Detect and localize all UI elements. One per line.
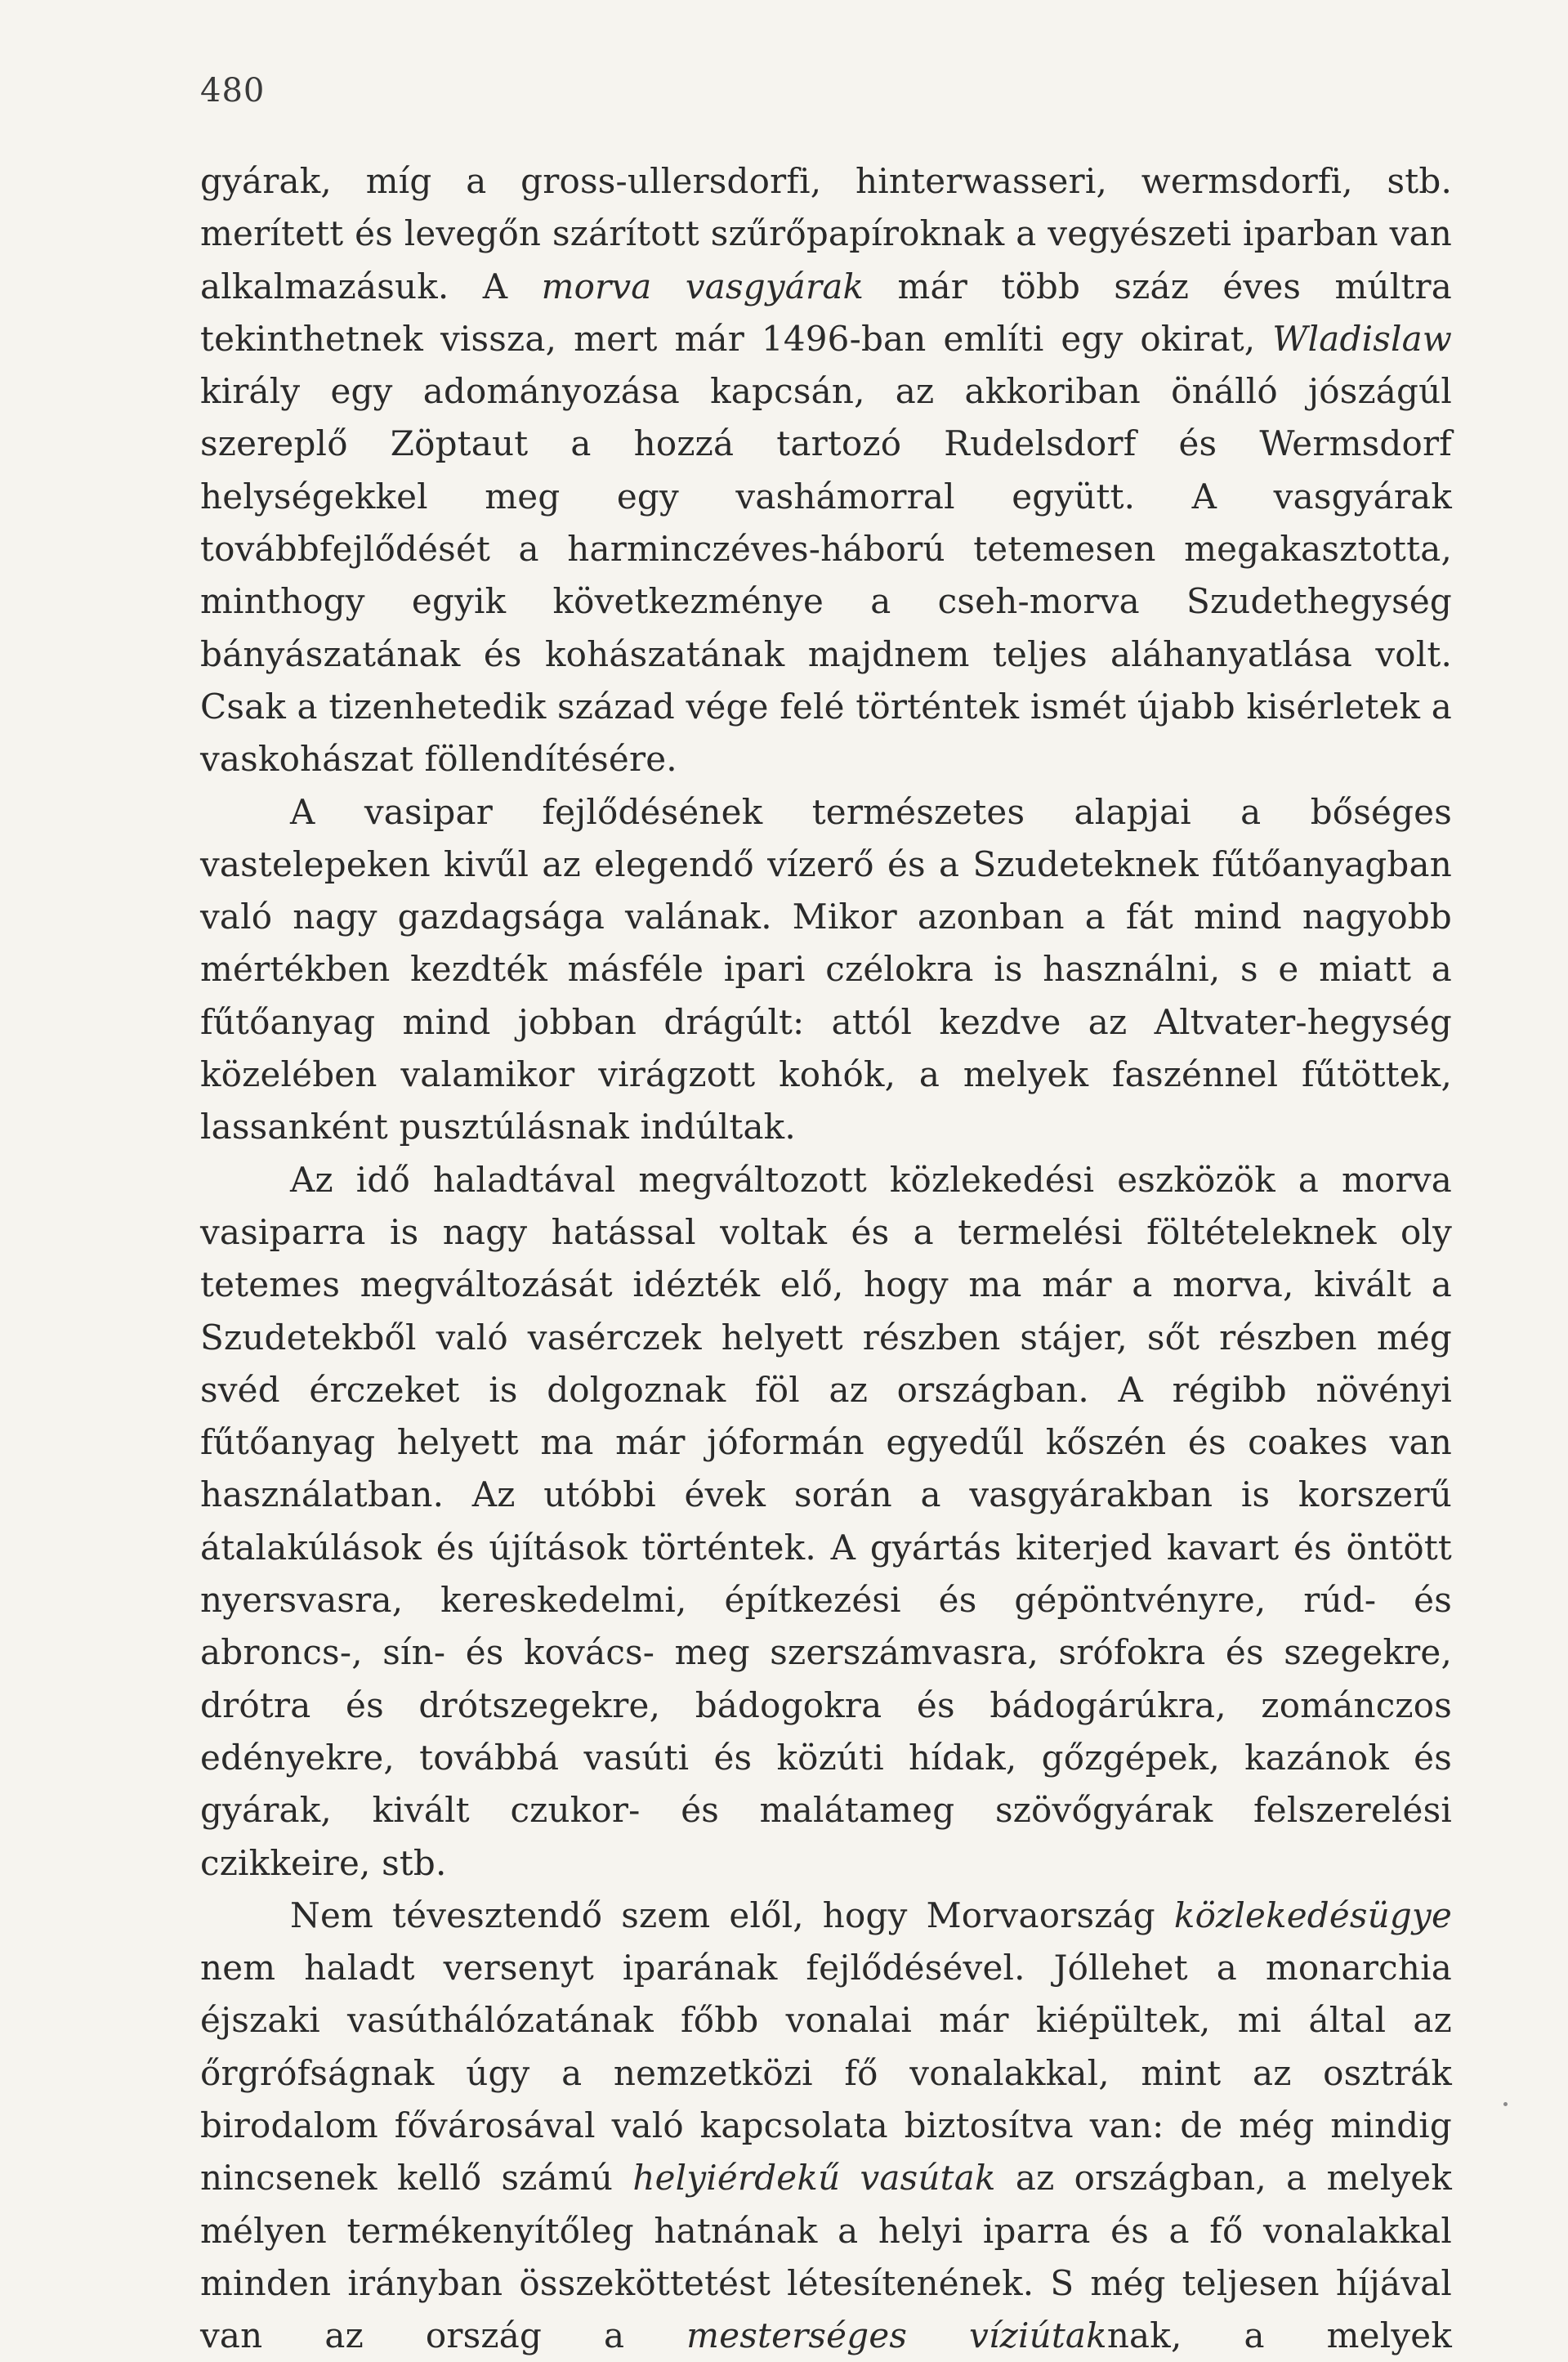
paragraph-3: Az idő haladtával megváltozott közlekedési eszközök a morva vasiparra is nagy hatással voltak és a termelési föltételeknek oly tetemes megváltozását idézték elő, hogy ma már a morva, kivált a Szudetekből való vasérczek helyett részben stájer, sőt részben még svéd érczeket is dolgoznak föl az országban. A régibb növényi fűtőanyag helyett ma már jóformán egyedűl kőszén és coakes van használatban. Az utóbbi évek során a vasgyárakban is korszerű átalakúlások és újítások történtek. A gyártás kiterjed kavart és öntött nyersvasra, kereskedelmi, építkezési és gépöntvényre, rúd- és abroncs-, sín- és kovács- meg szerszámvasra, srófokra és szegekre, drótra és drótszegekre, bádogokra és bádogárúkra, zománczos edényekre, továbbá vasúti és közúti hídak, gőzgépek, kazánok és gyárak, kivált czukor- és malátameg szövőgyárak felszerelési czikkeire, stb. — [200, 1159, 1452, 1883]
paragraph-1-text-c: király egy adományozása kapcsán, az akkoriban önálló jószágúl szereplő Zöptaut a hozzá tartozó Rudelsdorf és Wermsdorf helységekkel meg egy vashámorral együtt. A vasgyárak továbbfejlődését a harminczéves-háború tetemesen megakasztotta, minthogy egyik következménye a cseh-morva Szudethegység bányászatának és kohászatának majdnem teljes aláhanyatlása volt. Csak a tizenhetedik század vége felé történtek ismét újabb kisérletek a vaskohászat föllendítésére. — [200, 371, 1452, 780]
paragraph-2: A vasipar fejlődésének természetes alapjai a bőséges vastelepeken kivűl az elegendő vízerő és a Szudeteknek fűtőanyagban való nagy gazdagsága valának. Mikor azonban a fát mind nagyobb mértékben kezdték másféle ipari czélokra is használni, s e miatt a fűtőanyag mind jobban drágúlt: attól kezdve az Altvater-hegység közelében valamikor virágzott kohók, a melyek faszénnel fűtöttek, lassanként pusztúlásnak indúltak. — [200, 791, 1452, 1147]
paragraph-4 — [200, 1890, 1452, 2362]
paper-speck — [1503, 2102, 1508, 2106]
paragraph-4-text-a: Nem tévesztendő szem elől, hogy Morvaország — [290, 1895, 1174, 1935]
emphasis-wladislaw: Wladislaw — [1272, 318, 1452, 359]
emphasis-morva-vasgyarak: morva vasgyárak — [541, 266, 864, 306]
emphasis-mesterseges-viziutak: mesterséges víziútak — [686, 2315, 1107, 2356]
body-text — [200, 155, 1452, 2362]
paragraph-4-text-c: az országban, a melyek mélyen termékenyítőleg hatnának a helyi iparra és a fő vonalakkal minden irányban összeköttetést létesítenének. S még teljesen híjával van az ország a — [200, 2158, 1453, 2356]
emphasis-helyierdeku-vasutak: helyiérdekű vasútak — [632, 2158, 996, 2199]
paragraph-4-text-b: nem haladt versenyt iparának fejlődésével. Jóllehet a monarchia éjszaki vasúthálózatának főbb vonalai már kiépültek, mi által az őrgrófságnak úgy a nemzetközi fő vonalakkal, mint az osztrák birodalom fővárosával való kapcsolata biztosítva van: de még mindig nincsenek kellő számú — [200, 1948, 1452, 2199]
page-number: 480 — [200, 72, 266, 110]
paragraph-4-text-d: nak, a melyek — [1106, 2315, 1452, 2356]
paragraph-1-text-a: gyárak, míg a gross-ullersdorfi, hinterwasseri, wermsdorfi, stb. merített és levegőn szárított szűrőpapíroknak a vegyészeti iparban van alkalmazásuk. A — [200, 161, 1452, 306]
emphasis-kozlekedesugye: közlekedésügye — [1173, 1895, 1452, 1935]
paragraph-1-text-b: már több száz éves múltra tekinthetnek vissza, mert már 1496-ban említi egy okirat, — [200, 266, 1452, 359]
paragraph-1 — [200, 155, 1452, 786]
